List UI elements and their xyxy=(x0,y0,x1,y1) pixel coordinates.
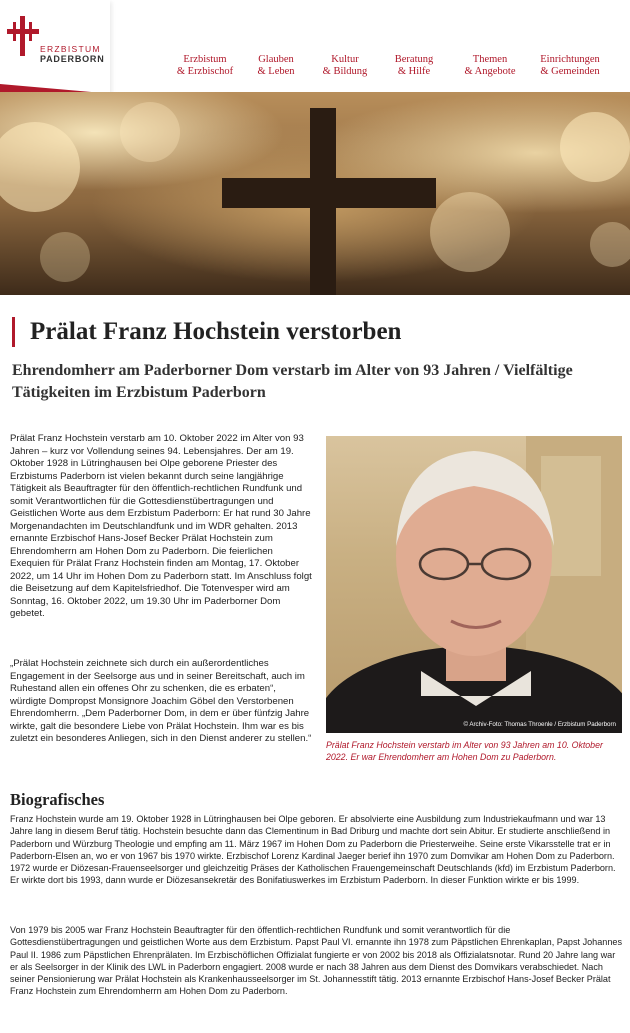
photo-caption: Prälat Franz Hochstein verstarb im Alter von 93 Jahren am 10. Oktober 2022. Er war Ehrendomherr am Hohen Dom zu Paderborn. xyxy=(326,740,603,762)
article-title: Prälat Franz Hochstein verstorben xyxy=(30,318,402,345)
cross-logo-icon xyxy=(7,16,39,56)
nav-item-erzbistum[interactable]: Erzbistum & Erzbischof xyxy=(176,54,234,77)
site-logo[interactable] xyxy=(0,0,110,100)
bio-paragraph-1: Franz Hochstein wurde am 19. Oktober 1928 in Lütringhausen bei Olpe geboren. Er absolvierte eine Ausbildung zum Industriekaufmann und war 13 Jahre lang in diesem Beruf tätig. Hochstein besuchte dann das Clementinum in Bad Driburg und machte dort sein Abitur. Er studierte anschließend in Paderborn und Würzburg Theologie und empfing am 11. März 1967 im Hohen Dom zu Paderborn die Priesterweihe. Seine erste Vikarsstelle trat er in Paderborn-Elsen an, wo er von 1967 bis 1970 wirkte. Erzbischof Lorenz Kardinal Jaeger berief ihn 1970 zum Domvikar am Hohen Dom zu Paderborn. 1972 wurde er Diözesan-Frauenseelsorger und gleichzeitig Präses der Katholischen Frauengemeinschaft Deutschlands (kfd) im Erzbistum Paderborn. Er wirkte dort bis 1993, dann wurde er Diözesansekretär des Bonifatiuswerkes im Erzbistum Paderborn. In dieser Funktion wirkte er bis 1999. xyxy=(10,814,616,886)
nav-item-themen[interactable]: Themen & Angebote xyxy=(464,54,516,77)
cross-icon xyxy=(0,92,630,295)
article-intro: Prälat Franz Hochstein verstarb am 10. Oktober 2022 im Alter von 93 Jahren – kurz vor Vollendung seines 94. Lebensjahres. Der am 19. Oktober 1928 in Lütringhausen bei Olpe geborene Priester des Erzbistums Paderborn ist vielen bekannt durch seine langjährige Tätigkeit als Beauftragter für den öffentlich-rechtlichen Rundfunk und somit Verantwortlichen für die Gottesdienstübertragungen und Geistlichen Worte aus dem Erzbistum Paderborn: Er hat rund 30 Jahre Morgenandachten im Deutschlandfunk und im WDR gehalten. 2013 ernannte Erzbischof Hans-Josef Becker Prälat Hochstein zum Ehrendomherrn am Hohen Dom zu Paderborn. Die feierlichen Exequien für Prälat Franz Hochstein finden am Montag, 17. Oktober 2022, um 14 Uhr im Hohen Dom zu Paderborn statt. Im Anschluss folgt die Beisetzung auf dem Kapitelsfriedhof. Die Totenvesper wird am Sonntag, 16. Oktober 2022, um 19.30 Uhr im Paderborner Dom gebetet. xyxy=(10,433,312,619)
photo-credit: © Archiv-Foto: Thomas Throenle / Erzbistum Paderborn xyxy=(463,721,616,728)
logo-line-2: PADERBORN xyxy=(40,54,105,64)
nav-item-einrichtungen[interactable]: Einrichtungen & Gemeinden xyxy=(540,54,600,77)
portrait-photo[interactable] xyxy=(326,436,622,733)
bio-paragraph-2: Von 1979 bis 2005 war Franz Hochstein Beauftragter für den öffentlich-rechtlichen Rundfunk und somit verantwortlich für die Gottesdienstübertragungen und geistlichen Worte aus dem Erzbistum. Papst Paul VI. ernannte ihn 1978 zum Päpstlichen Ehrenkaplan, Papst Johannes Paul II. 1986 zum Päpstlichen Ehrenprälaten. Im Erzbischöflichen Offizialat fungierte er von 2002 bis 2018 als Offizialatsnotar. Rund 20 Jahre lang war er als Seelsorger in der Klinik des LWL in Paderborn engagiert. 2008 wurde er nach 38 Jahren aus dem Dienst des Domvikars verabschiedet. Nach seiner Pensionierung war Prälat Hochstein als Krankenhausseelsorger im St. Johannesstift tätig. 2013 ernannte Erzbischof Hans-Josef Becker Prälat Franz Hochstein zum Ehrendomherrn am Hohen Dom zu Paderborn. xyxy=(10,925,623,997)
site-header xyxy=(0,0,630,92)
hero-image xyxy=(0,92,630,295)
bio-heading: Biografisches xyxy=(10,790,105,809)
nav-item-glauben[interactable]: Glauben & Leben xyxy=(257,54,295,77)
nav-item-kultur[interactable]: Kultur & Bildung xyxy=(322,54,368,77)
nav-item-beratung[interactable]: Beratung & Hilfe xyxy=(394,54,434,77)
logo-line-1: ERZBISTUM xyxy=(40,44,101,54)
main-nav xyxy=(165,54,620,82)
portrait-illustration xyxy=(326,436,622,733)
article-subtitle: Ehrendomherr am Paderborner Dom verstarb im Alter von 93 Jahren / Vielfältige Tätigkeiten im Erzbistum Paderborn xyxy=(12,362,573,401)
title-accent-bar xyxy=(12,317,15,347)
article-quote: „Prälat Hochstein zeichnete sich durch ein außerordentliches Engagement in der Seelsorge aus und in seiner Bereitschaft, auch im Ruhestand allen ein offenes Ohr zu schenken, die es erbaten“, würdigte Dompropst Monsignore Joachim Göbel den Verstorbenen Ehrendomherrn. „Dem Paderborner Dom, in dem er über fünfzig Jahre wirkte, galt die besondere Liebe von Prälat Hochstein. Ihm war es bis zuletzt ein besonderes Anliegen, sich in den Dienst anderer zu stellen.“ xyxy=(10,658,312,744)
